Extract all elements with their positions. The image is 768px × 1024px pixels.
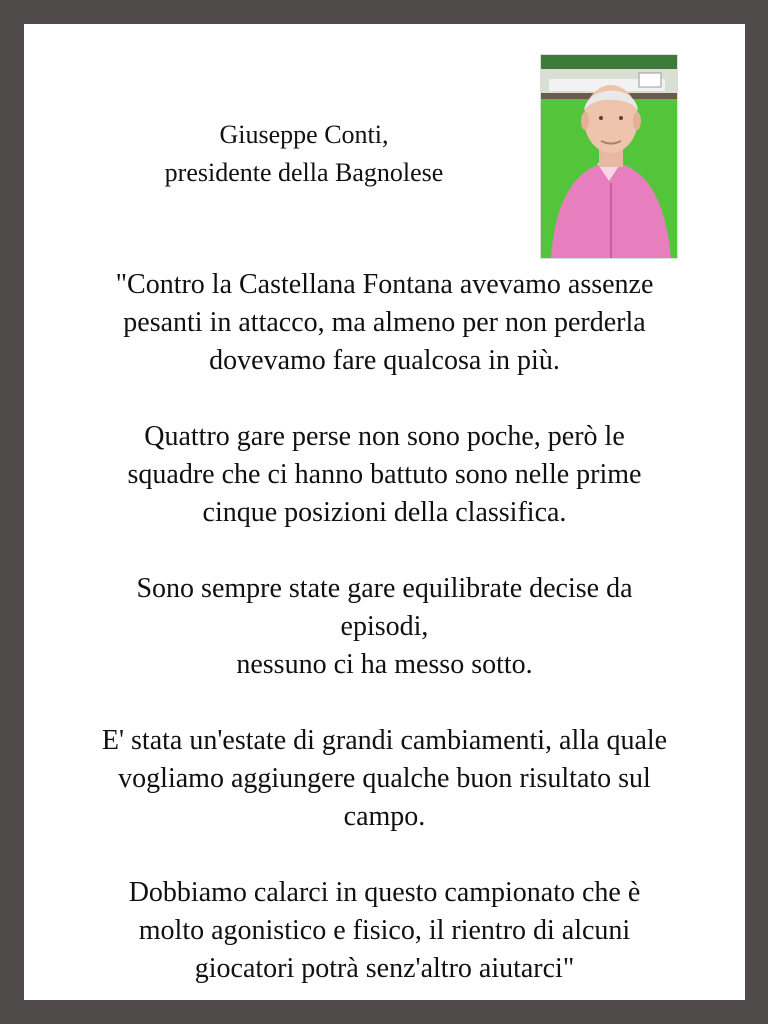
quote-line: Quattro gare perse non sono poche, però le bbox=[144, 421, 625, 452]
quote-line: pesanti in attacco, ma almeno per non perderla bbox=[123, 307, 646, 338]
portrait-image bbox=[541, 55, 677, 258]
quote-card bbox=[24, 24, 745, 1000]
quote-line: giocatori potrà senz'altro aiutarci" bbox=[194, 953, 575, 984]
speaker-role: presidente della Bagnolese bbox=[164, 158, 444, 187]
quote-line: vogliamo aggiungere qualche buon risultato sul bbox=[118, 763, 651, 794]
speaker-name: Giuseppe Conti, bbox=[219, 120, 389, 149]
quote-line: squadre che ci hanno battuto sono nelle prime bbox=[127, 459, 642, 490]
quote-line: nessuno ci ha messo sotto. bbox=[236, 649, 533, 680]
quote-line: cinque posizioni della classifica. bbox=[202, 497, 567, 528]
speaker-caption bbox=[99, 116, 509, 192]
quote-line: campo. bbox=[343, 801, 426, 832]
quote-paragraph-3 bbox=[24, 570, 745, 684]
quote-paragraph-5 bbox=[24, 874, 745, 988]
quote-line: molto agonistico e fisico, il rientro di alcuni bbox=[138, 915, 631, 946]
quote-paragraph-2 bbox=[24, 418, 745, 532]
quote-line: Dobbiamo calarci in questo campionato che è bbox=[128, 877, 641, 908]
quote-line: episodi, bbox=[340, 611, 429, 642]
quote-paragraph-4 bbox=[24, 722, 745, 836]
quote-paragraph-1 bbox=[24, 266, 745, 380]
quote-line: "Contro la Castellana Fontana avevamo assenze bbox=[115, 269, 654, 300]
quote-line: E' stata un'estate di grandi cambiamenti, alla quale bbox=[101, 725, 668, 756]
speaker-photo bbox=[540, 54, 678, 259]
quote-line: Sono sempre state gare equilibrate decise da bbox=[136, 573, 633, 604]
quote-body bbox=[24, 266, 745, 1000]
quote-line: dovevamo fare qualcosa in più. bbox=[209, 345, 560, 376]
